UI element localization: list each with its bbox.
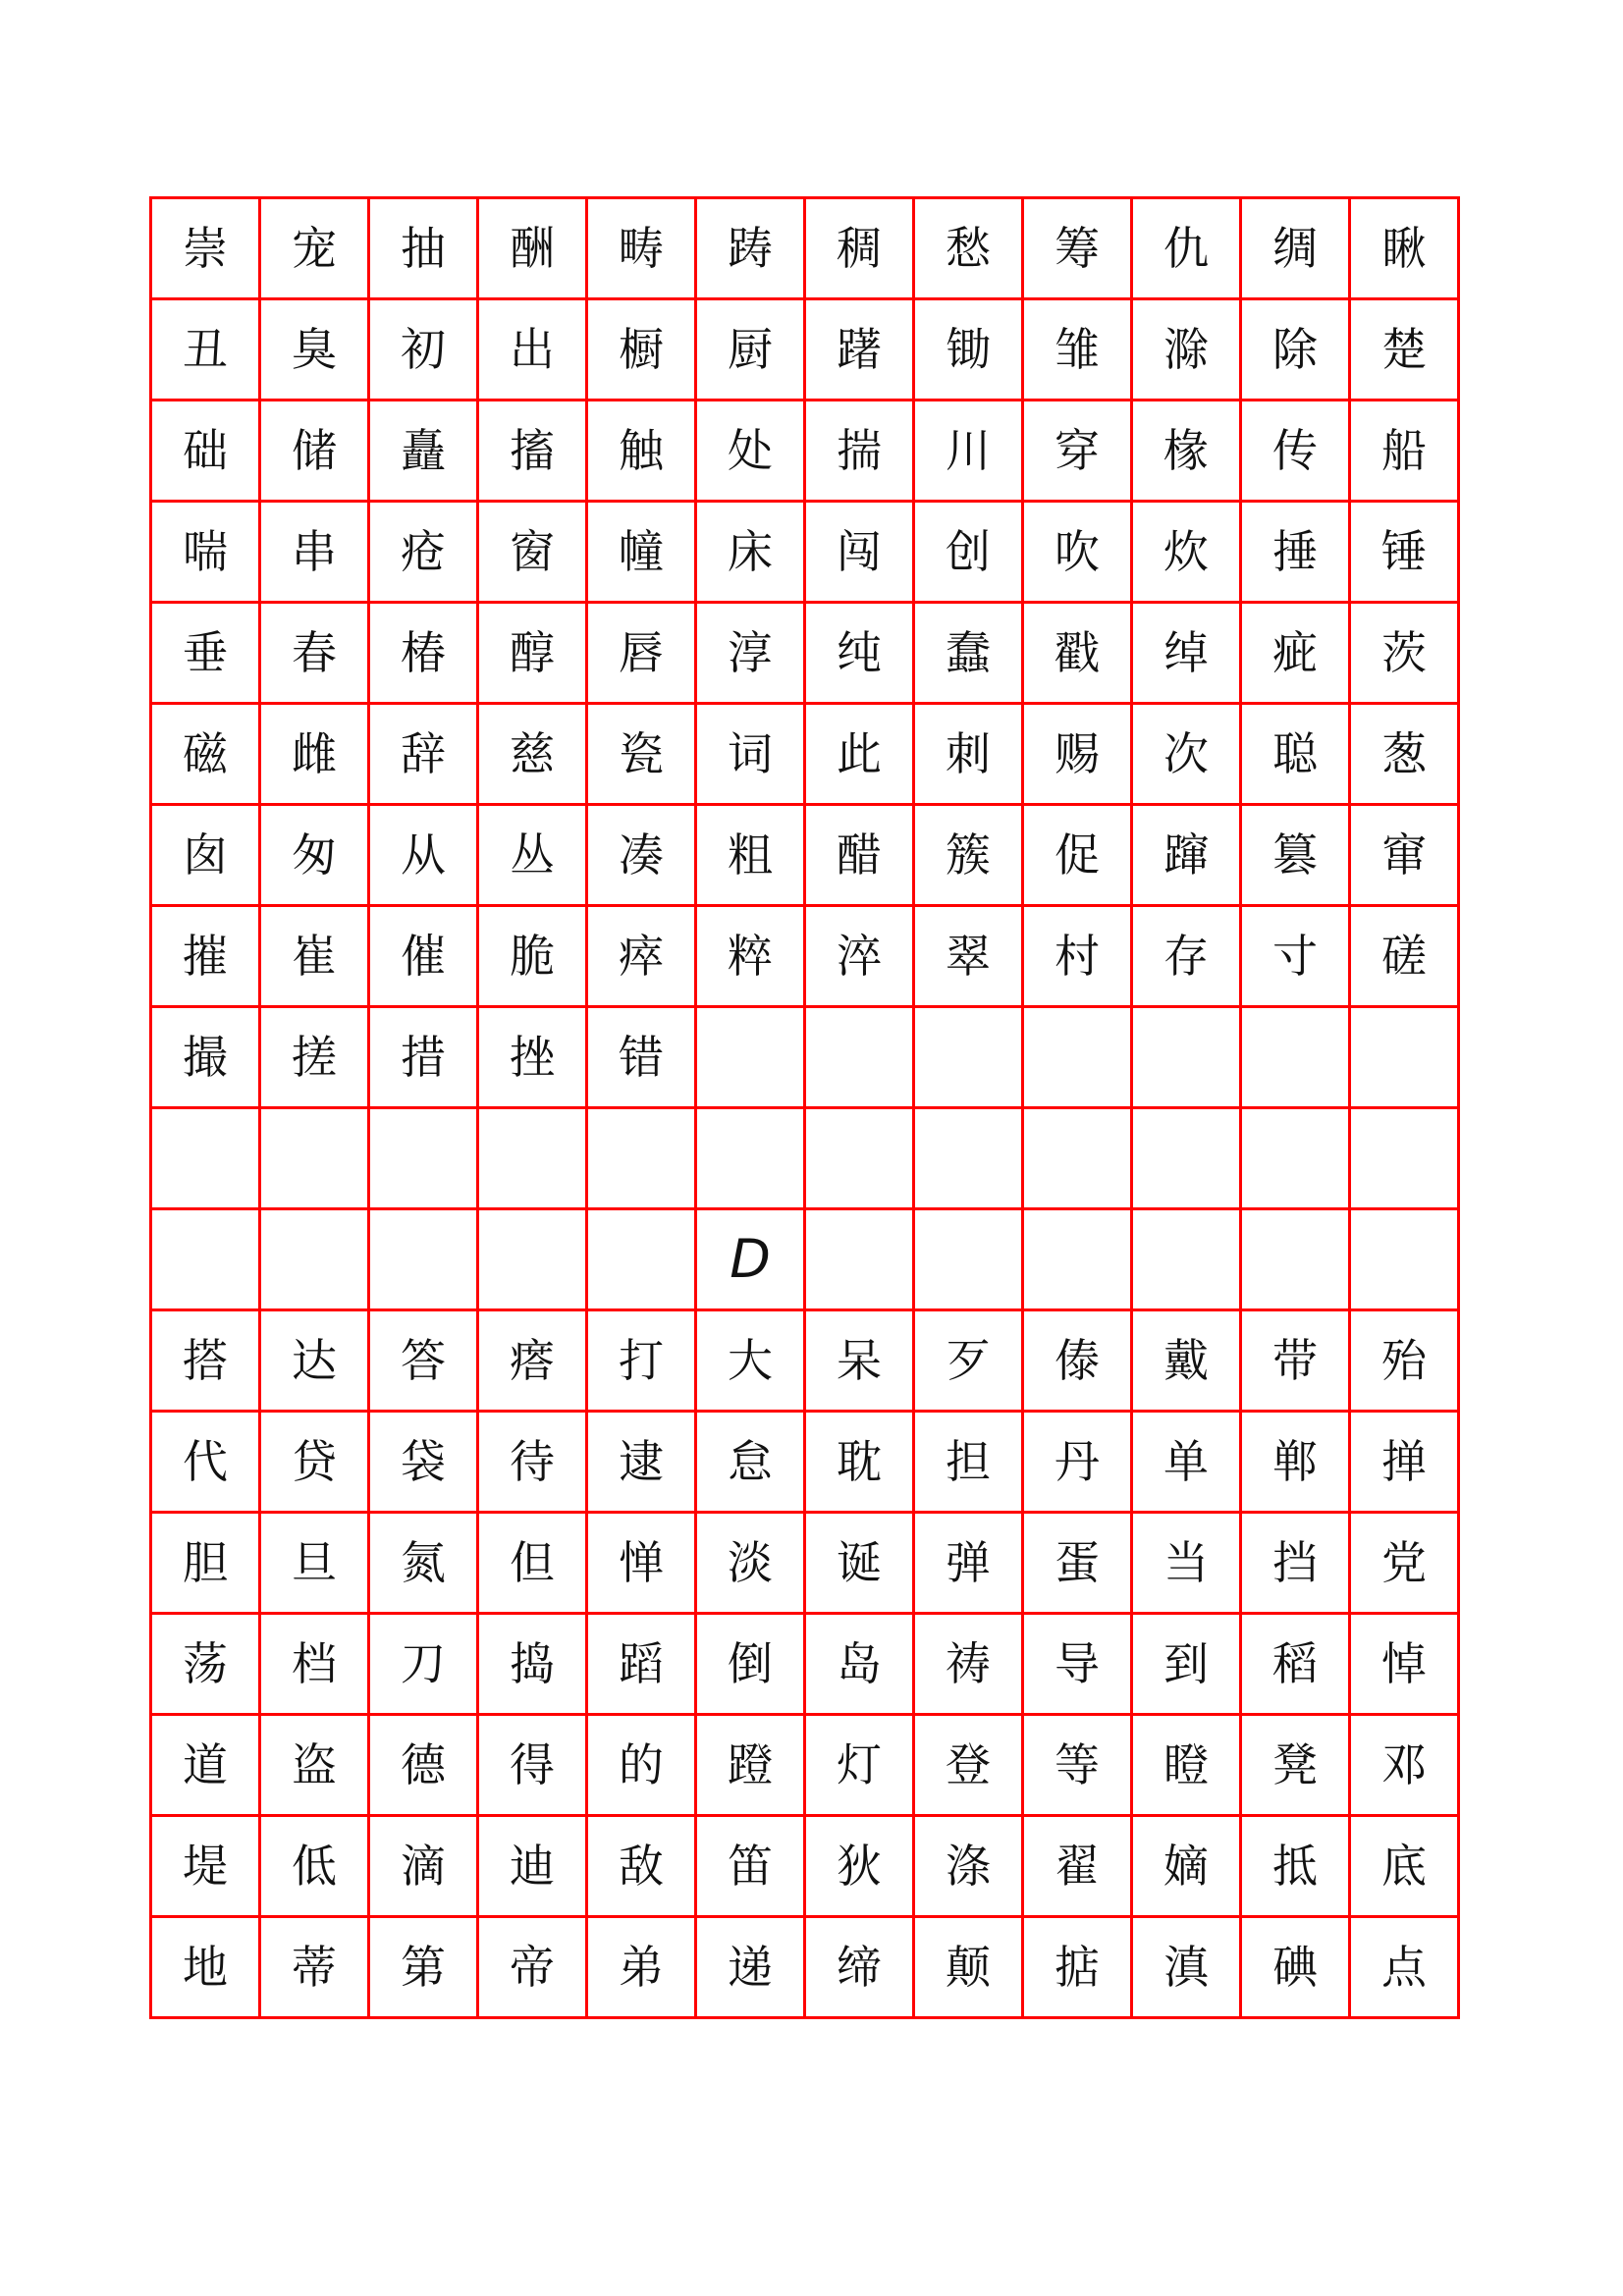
character-cell: 除	[1241, 299, 1350, 400]
empty-grid-cell	[260, 1108, 369, 1209]
character-cell: 滁	[1132, 299, 1241, 400]
character-cell: 逮	[587, 1412, 696, 1513]
character-cell: 待	[478, 1412, 587, 1513]
character-cell: 瘩	[478, 1310, 587, 1412]
character-cell: 雏	[1023, 299, 1132, 400]
character-cell: 搭	[151, 1310, 260, 1412]
empty-grid-cell	[1350, 1108, 1459, 1209]
character-cell: 匆	[260, 805, 369, 906]
character-cell: 脆	[478, 906, 587, 1007]
empty-grid-cell	[1241, 1007, 1350, 1108]
grid-row	[151, 502, 1459, 603]
character-cell: 躇	[805, 299, 914, 400]
empty-grid-cell	[151, 1209, 260, 1310]
character-cell: 凑	[587, 805, 696, 906]
empty-grid-cell	[1132, 1209, 1241, 1310]
character-cell: 戴	[1132, 1310, 1241, 1412]
character-cell: 触	[587, 400, 696, 502]
character-cell: 挡	[1241, 1513, 1350, 1614]
character-cell: 捶	[1241, 502, 1350, 603]
character-cell: 寸	[1241, 906, 1350, 1007]
character-cell: 怠	[696, 1412, 805, 1513]
character-cell: 胆	[151, 1513, 260, 1614]
character-cell: 春	[260, 603, 369, 704]
character-cell: 葱	[1350, 704, 1459, 805]
character-cell: 担	[914, 1412, 1023, 1513]
character-cell: 蠢	[914, 603, 1023, 704]
character-cell: 醋	[805, 805, 914, 906]
character-cell: 赐	[1023, 704, 1132, 805]
character-cell: 淳	[696, 603, 805, 704]
empty-grid-cell	[805, 1209, 914, 1310]
character-cell: 橱	[587, 299, 696, 400]
character-cell: 迪	[478, 1816, 587, 1917]
character-cell: 蹬	[696, 1715, 805, 1816]
character-cell: 炊	[1132, 502, 1241, 603]
character-cell: 醇	[478, 603, 587, 704]
character-cell: 蒂	[260, 1917, 369, 2018]
empty-grid-cell	[696, 1007, 805, 1108]
character-cell: 惮	[587, 1513, 696, 1614]
character-cell: 涤	[914, 1816, 1023, 1917]
character-cell: 滴	[369, 1816, 478, 1917]
character-cell: 船	[1350, 400, 1459, 502]
character-cell: 簇	[914, 805, 1023, 906]
character-cell: 崔	[260, 906, 369, 1007]
empty-grid-cell	[914, 1007, 1023, 1108]
character-cell: 搓	[260, 1007, 369, 1108]
character-cell: 导	[1023, 1614, 1132, 1715]
character-cell: 锤	[1350, 502, 1459, 603]
character-cell: 敌	[587, 1816, 696, 1917]
character-cell: 窗	[478, 502, 587, 603]
empty-grid-cell	[1350, 1007, 1459, 1108]
character-cell: 酬	[478, 198, 587, 299]
character-cell: 催	[369, 906, 478, 1007]
character-cell: 捣	[478, 1614, 587, 1715]
character-cell: 矗	[369, 400, 478, 502]
character-cell: 搐	[478, 400, 587, 502]
character-cell: 愁	[914, 198, 1023, 299]
empty-grid-cell	[369, 1209, 478, 1310]
empty-grid-cell	[1241, 1108, 1350, 1209]
empty-grid-cell	[1023, 1108, 1132, 1209]
character-cell: 翟	[1023, 1816, 1132, 1917]
character-cell: 档	[260, 1614, 369, 1715]
character-cell: 登	[914, 1715, 1023, 1816]
character-cell: 蹿	[1132, 805, 1241, 906]
grid-row	[151, 1209, 1459, 1310]
character-cell: 得	[478, 1715, 587, 1816]
grid-body	[151, 198, 1459, 2018]
character-cell: 词	[696, 704, 805, 805]
character-cell: 撮	[151, 1007, 260, 1108]
character-cell: 粹	[696, 906, 805, 1007]
character-cell: 地	[151, 1917, 260, 2018]
character-cell: 储	[260, 400, 369, 502]
character-cell: 瘁	[587, 906, 696, 1007]
character-cell: 畴	[587, 198, 696, 299]
character-cell: 贷	[260, 1412, 369, 1513]
character-cell: 措	[369, 1007, 478, 1108]
character-cell: 滇	[1132, 1917, 1241, 2018]
empty-grid-cell	[914, 1209, 1023, 1310]
character-cell: 处	[696, 400, 805, 502]
character-cell: 笛	[696, 1816, 805, 1917]
empty-grid-cell	[260, 1209, 369, 1310]
character-cell: 傣	[1023, 1310, 1132, 1412]
grid-row	[151, 805, 1459, 906]
grid-row	[151, 1007, 1459, 1108]
character-cell: 郸	[1241, 1412, 1350, 1513]
empty-grid-cell	[1023, 1209, 1132, 1310]
empty-grid-cell	[478, 1108, 587, 1209]
character-cell: 淡	[696, 1513, 805, 1614]
character-cell: 疮	[369, 502, 478, 603]
character-cell: 串	[260, 502, 369, 603]
character-cell: 厨	[696, 299, 805, 400]
character-cell: 等	[1023, 1715, 1132, 1816]
character-cell: 窜	[1350, 805, 1459, 906]
character-cell: 聪	[1241, 704, 1350, 805]
character-cell: 但	[478, 1513, 587, 1614]
character-cell: 传	[1241, 400, 1350, 502]
character-cell: 的	[587, 1715, 696, 1816]
character-cell: 淬	[805, 906, 914, 1007]
character-cell: 挫	[478, 1007, 587, 1108]
character-cell: 旦	[260, 1513, 369, 1614]
empty-grid-cell	[805, 1007, 914, 1108]
character-cell: 丑	[151, 299, 260, 400]
character-cell: 辞	[369, 704, 478, 805]
character-cell: 锄	[914, 299, 1023, 400]
character-cell: 穿	[1023, 400, 1132, 502]
character-cell: 臭	[260, 299, 369, 400]
character-cell: 嫡	[1132, 1816, 1241, 1917]
character-cell: 错	[587, 1007, 696, 1108]
character-cell: 底	[1350, 1816, 1459, 1917]
character-cell: 喘	[151, 502, 260, 603]
character-cell: 袋	[369, 1412, 478, 1513]
character-cell: 创	[914, 502, 1023, 603]
character-cell: 掂	[1023, 1917, 1132, 2018]
empty-grid-cell	[696, 1108, 805, 1209]
character-cell: 打	[587, 1310, 696, 1412]
grid-row	[151, 704, 1459, 805]
character-cell: 村	[1023, 906, 1132, 1007]
character-cell: 慈	[478, 704, 587, 805]
character-cell: 堤	[151, 1816, 260, 1917]
empty-grid-cell	[587, 1209, 696, 1310]
character-cell: 瓷	[587, 704, 696, 805]
character-cell: 氮	[369, 1513, 478, 1614]
practice-grid	[149, 196, 1460, 2019]
character-cell: 出	[478, 299, 587, 400]
empty-grid-cell	[369, 1108, 478, 1209]
character-cell: 邓	[1350, 1715, 1459, 1816]
character-cell: 摧	[151, 906, 260, 1007]
character-cell: 悼	[1350, 1614, 1459, 1715]
character-cell: 丛	[478, 805, 587, 906]
character-cell: 椿	[369, 603, 478, 704]
character-cell: 荡	[151, 1614, 260, 1715]
character-cell: 唇	[587, 603, 696, 704]
character-cell: 篡	[1241, 805, 1350, 906]
character-cell: 筹	[1023, 198, 1132, 299]
character-cell: 颠	[914, 1917, 1023, 2018]
character-cell: 刺	[914, 704, 1023, 805]
character-cell: 绰	[1132, 603, 1241, 704]
character-cell: 川	[914, 400, 1023, 502]
grid-row	[151, 400, 1459, 502]
empty-grid-cell	[151, 1108, 260, 1209]
character-cell: 弹	[914, 1513, 1023, 1614]
character-cell: 瞪	[1132, 1715, 1241, 1816]
character-cell: 翠	[914, 906, 1023, 1007]
character-cell: 第	[369, 1917, 478, 2018]
character-cell: 戳	[1023, 603, 1132, 704]
character-cell: 茨	[1350, 603, 1459, 704]
character-cell: 盗	[260, 1715, 369, 1816]
character-cell: 椽	[1132, 400, 1241, 502]
grid-row	[151, 1614, 1459, 1715]
grid-row	[151, 1108, 1459, 1209]
character-cell: 床	[696, 502, 805, 603]
character-cell: 帝	[478, 1917, 587, 2018]
section-letter-cell: D	[696, 1209, 805, 1310]
empty-grid-cell	[587, 1108, 696, 1209]
character-cell: 歹	[914, 1310, 1023, 1412]
character-cell: 磋	[1350, 906, 1459, 1007]
empty-grid-cell	[1023, 1007, 1132, 1108]
character-cell: 抵	[1241, 1816, 1350, 1917]
character-cell: 宠	[260, 198, 369, 299]
character-cell: 殆	[1350, 1310, 1459, 1412]
character-cell: 达	[260, 1310, 369, 1412]
grid-row	[151, 198, 1459, 299]
character-cell: 雌	[260, 704, 369, 805]
character-cell: 单	[1132, 1412, 1241, 1513]
character-cell: 抽	[369, 198, 478, 299]
character-cell: 吹	[1023, 502, 1132, 603]
character-cell: 狄	[805, 1816, 914, 1917]
character-cell: 碘	[1241, 1917, 1350, 2018]
character-cell: 倒	[696, 1614, 805, 1715]
character-cell: 次	[1132, 704, 1241, 805]
character-cell: 稠	[805, 198, 914, 299]
character-cell: 缔	[805, 1917, 914, 2018]
empty-grid-cell	[1350, 1209, 1459, 1310]
character-cell: 蛋	[1023, 1513, 1132, 1614]
grid-row	[151, 1917, 1459, 2018]
character-cell: 递	[696, 1917, 805, 2018]
character-cell: 到	[1132, 1614, 1241, 1715]
character-cell: 疵	[1241, 603, 1350, 704]
character-cell: 刀	[369, 1614, 478, 1715]
character-cell: 稻	[1241, 1614, 1350, 1715]
character-cell: 凳	[1241, 1715, 1350, 1816]
character-cell: 础	[151, 400, 260, 502]
character-cell: 德	[369, 1715, 478, 1816]
character-cell: 当	[1132, 1513, 1241, 1614]
empty-grid-cell	[914, 1108, 1023, 1209]
character-cell: 丹	[1023, 1412, 1132, 1513]
character-cell: 弟	[587, 1917, 696, 2018]
empty-grid-cell	[1132, 1007, 1241, 1108]
character-cell: 磁	[151, 704, 260, 805]
character-cell: 垂	[151, 603, 260, 704]
character-cell: 仇	[1132, 198, 1241, 299]
character-cell: 党	[1350, 1513, 1459, 1614]
grid-row	[151, 1513, 1459, 1614]
character-cell: 答	[369, 1310, 478, 1412]
character-cell: 诞	[805, 1513, 914, 1614]
character-cell: 道	[151, 1715, 260, 1816]
grid-row	[151, 1310, 1459, 1412]
character-cell: 此	[805, 704, 914, 805]
character-cell: 幢	[587, 502, 696, 603]
grid-row	[151, 1816, 1459, 1917]
character-cell: 楚	[1350, 299, 1459, 400]
empty-grid-cell	[1132, 1108, 1241, 1209]
character-cell: 点	[1350, 1917, 1459, 2018]
empty-grid-cell	[478, 1209, 587, 1310]
character-cell: 粗	[696, 805, 805, 906]
grid-row	[151, 1412, 1459, 1513]
character-cell: 低	[260, 1816, 369, 1917]
grid-row	[151, 603, 1459, 704]
character-cell: 存	[1132, 906, 1241, 1007]
character-cell: 带	[1241, 1310, 1350, 1412]
character-cell: 大	[696, 1310, 805, 1412]
character-cell: 祷	[914, 1614, 1023, 1715]
character-cell: 呆	[805, 1310, 914, 1412]
character-cell: 岛	[805, 1614, 914, 1715]
character-cell: 瞅	[1350, 198, 1459, 299]
character-cell: 囱	[151, 805, 260, 906]
grid-row	[151, 299, 1459, 400]
character-cell: 纯	[805, 603, 914, 704]
character-cell: 初	[369, 299, 478, 400]
character-cell: 耽	[805, 1412, 914, 1513]
character-cell: 踌	[696, 198, 805, 299]
grid-row	[151, 906, 1459, 1007]
character-cell: 崇	[151, 198, 260, 299]
character-cell: 代	[151, 1412, 260, 1513]
character-cell: 掸	[1350, 1412, 1459, 1513]
empty-grid-cell	[805, 1108, 914, 1209]
character-cell: 灯	[805, 1715, 914, 1816]
character-cell: 揣	[805, 400, 914, 502]
character-cell: 促	[1023, 805, 1132, 906]
character-cell: 闯	[805, 502, 914, 603]
character-cell: 绸	[1241, 198, 1350, 299]
empty-grid-cell	[1241, 1209, 1350, 1310]
grid-row	[151, 1715, 1459, 1816]
character-cell: 蹈	[587, 1614, 696, 1715]
character-cell: 从	[369, 805, 478, 906]
